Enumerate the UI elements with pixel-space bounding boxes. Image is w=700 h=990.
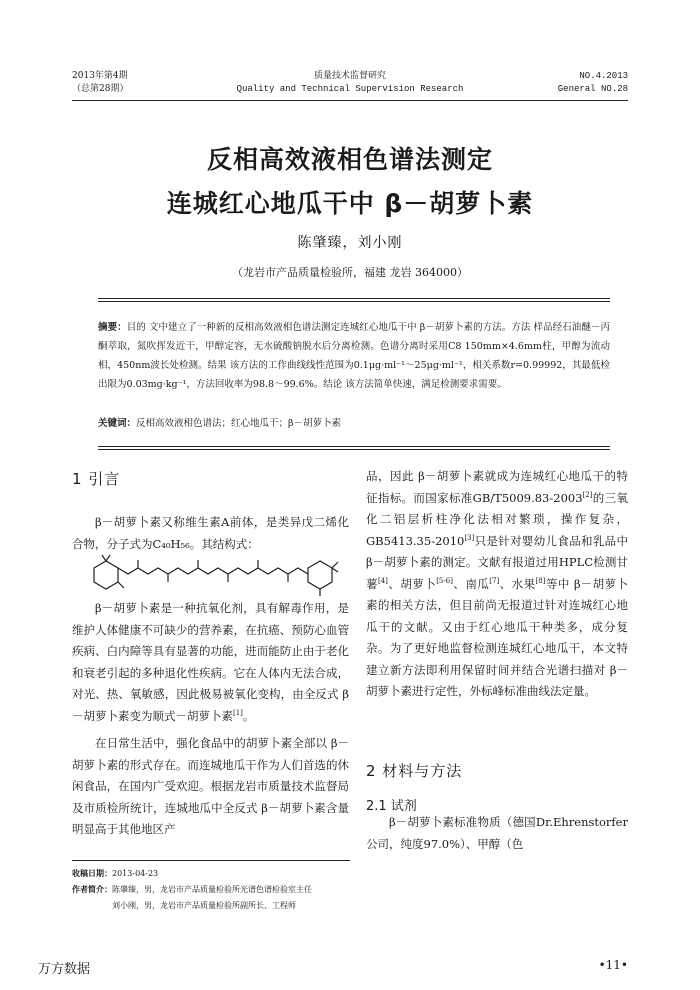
affiliation: （龙岩市产品质量检验所，福建 龙岩 364000） [232,266,468,279]
reagents-text: β－胡萝卜素标准物质（德国Dr.Ehrenstorfer公司，纯度97.0%）、甲醇（色 [366,815,628,851]
authors: 陈肇臻，刘小刚 [297,235,403,251]
abstract-bottom-rule [98,446,610,447]
citation-7: [7] [489,576,500,585]
left-col-body [72,598,349,841]
left-col-intro [72,512,349,555]
keywords-text: 反相高效液相色谱法；红心地瓜干；β－胡萝卜素 [136,418,342,429]
journal-name-cn: 质量技术监督研究 [313,71,386,81]
issue-line: 2013年第4期 [72,71,128,81]
received-value: 2013-04-23 [112,869,159,878]
citation-2: [2] [582,490,593,499]
page-number: •11• [598,958,628,972]
footnote [72,868,362,912]
footnote-rule [72,860,350,861]
received-label: 收稿日期： [72,869,112,878]
r1a: 品，因此 β－胡萝卜素就成为连城红心地瓜干的特征指标。而国家标准GB/T5009.83-2003 [366,469,628,505]
author-bio-2: 刘小刚，男，龙岩市产品质量检验所副所长、工程师 [112,901,296,910]
section2-heading: 2 材料与方法 [366,762,463,780]
citation-1: [1] [233,708,243,717]
abstract [98,318,610,394]
r1e: 、南瓜 [452,576,490,591]
citation-4: [4] [377,576,388,585]
intro-p2-end: 。 [242,708,255,723]
journal-name-en: Quality and Technical Supervision Research [236,84,464,94]
general-number: General NO.28 [557,84,628,94]
r1g: 等中 β－胡萝卜素的相关方法，但目前尚无报道过针对连城红心地瓜干的文献。又由于红心地瓜干种类多，成分复杂。为了更好地监督检测连城红心地瓜干，本文特建立新方法即利用保留时间并结合光谱扫描对 β－胡萝卜素进行定性，外标峰标准曲线法定量。 [366,576,629,698]
r1f: 、水果 [499,576,536,591]
section2-1-body [366,812,628,855]
header-rule [72,100,628,101]
abstract-bottom-rule-2 [98,449,610,450]
right-col-body [366,466,628,703]
abstract-label: 摘要： [98,322,127,333]
r1d: 、胡萝卜 [387,576,437,591]
author-bio-1: 陈肇臻，男，龙岩市产品质量检验所光谱色谱检验室主任 [112,885,312,894]
issue-number: NO.4.2013 [579,71,628,81]
article-title-line1: 反相高效液相色谱法测定 [206,145,493,174]
intro-p2 [72,598,349,727]
keywords [98,414,610,433]
keywords-label: 关键词： [98,418,137,429]
citation-3: [3] [464,533,475,542]
article-title-line2: 连城红心地瓜干中 β－胡萝卜素 [166,189,534,218]
beta-carotene-structure [88,554,340,598]
r1b: 的三氧化二铝层析柱净化法相对繁琐，操作复杂，GB5413.35-2010 [366,490,628,548]
author-bio-label: 作者简介： [72,885,112,894]
watermark: 万方数据 [38,962,91,977]
intro-p3-continued [366,466,628,703]
intro-p3: 在日常生活中，强化食品中的胡萝卜素全部以 β－胡萝卜素的形式存在。而连城地瓜干作为人们首选的休闲食品，在国内广受欢迎。根据龙岩市质量技术监督局及市质检所统计，连城地瓜中全反式 β－胡萝卜素含量明显高于其他地区产 [72,736,349,836]
citation-8: [8] [535,576,546,585]
section2-1-heading: 2.1 试剂 [366,799,417,814]
intro-p1: β－胡萝卜素又称维生素A前体，是类异戊二烯化合物，分子式为C₄₀H₅₆。其结构式： [72,515,349,551]
total-issue-line: （总第28期） [72,84,129,94]
header-right [558,70,628,96]
abstract-top-rule-2 [98,301,610,302]
citation-5-6: [5-6] [436,576,453,585]
author-bio [72,884,362,896]
received-date [72,868,362,880]
r1c: 只是针对婴幼儿食品和乳品中 β－胡萝卜素的测定。文献有报道过用HPLC检测甘薯 [366,533,628,591]
abstract-text: 目的 文中建立了一种新的反相高效液相色谱法测定连城红心地瓜干中 β－胡萝卜素的方法。方法 样品经石油醚－丙酮萃取，氮吹挥发近干，甲醇定容，无水硫酸钠脱水后分离检测。色谱分离时采用C8 150mm×4.6mm柱，甲醇为流动相，450nm波长处检测。结果 该方法的工作曲线线性范围为0.1μg·ml⁻¹～25μg·ml⁻¹，相关系数r=0.99992，其最低检出限为0.03mg·kg⁻¹，方法回收率为98.8～99.6%。结论 该方法简单快速，满足检测要求需要。 [98,322,610,390]
section1-heading: 1 引言 [72,470,121,488]
abstract-top-rule [98,298,610,299]
intro-p2-text: β－胡萝卜素是一种抗氧化剂，具有解毒作用，是维护人体健康不可缺少的营养素，在抗癌、预防心血管疾病、白内障等具有显著的功能，进而能防止由于老化和衰老引起的多种退化性疾病。它在人体内无法合成，对光、热、氧敏感，因此极易被氧化变构，由全反式 β－胡萝卜素变为顺式－胡萝卜素 [72,601,349,723]
